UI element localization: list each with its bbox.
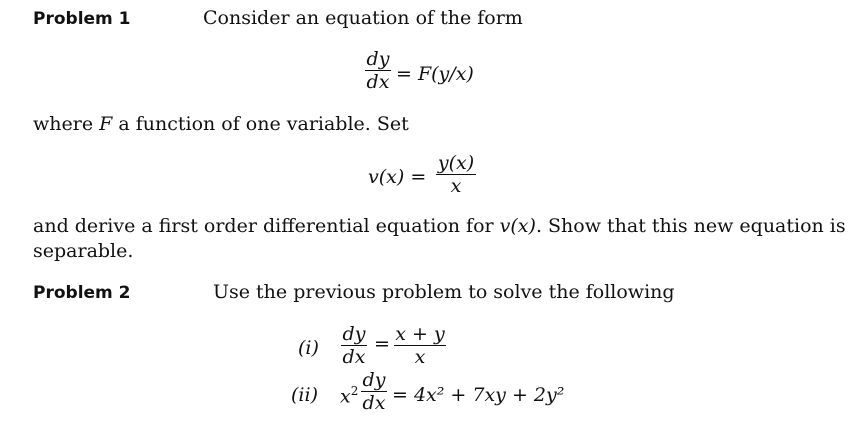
- problem-1-label: Problem 1: [33, 9, 131, 29]
- eq1-denominator: dx: [366, 71, 390, 93]
- where-post: a function of one variable. Set: [112, 113, 409, 135]
- eq2-fraction: [435, 152, 477, 197]
- item2-rhs: = 4x² + 7xy + 2y²: [392, 384, 565, 406]
- problem-1-intro: Consider an equation of the form: [203, 7, 523, 29]
- item1-rhs-fraction: [393, 323, 447, 368]
- problem-1-paragraph-line-1: [33, 215, 846, 237]
- problem-2-intro: Use the previous problem to solve the following: [213, 281, 675, 303]
- eq2-denominator: x: [450, 175, 462, 197]
- item1-rhs-numerator: x + y: [395, 323, 445, 345]
- para-text-a: and derive a first order differential equation for: [33, 215, 500, 237]
- eq1-fraction: [364, 48, 392, 93]
- item2-coefficient: [340, 384, 358, 407]
- where-var: F: [99, 113, 113, 135]
- para-text-b: . Show that this new equation is: [535, 215, 846, 237]
- item1-numerator: dy: [342, 323, 366, 345]
- problem-2-label: Problem 2: [33, 283, 131, 303]
- item2-numerator: dy: [362, 369, 386, 391]
- where-pre: where: [33, 113, 100, 135]
- item2-fraction: [360, 369, 388, 414]
- item1-rhs-denominator: x: [414, 346, 426, 368]
- item2-denominator: dx: [362, 392, 386, 414]
- eq2-lhs: v(x) =: [368, 166, 427, 188]
- item1-lhs-fraction: [340, 323, 368, 368]
- item1-denominator: dx: [342, 346, 366, 368]
- para-var: v(x): [499, 215, 536, 237]
- problem-1-where-line: [33, 113, 409, 135]
- eq1-numerator: dy: [366, 48, 390, 70]
- eq1-rhs: = F(y/x): [396, 63, 474, 85]
- eq2-numerator: y(x): [437, 152, 475, 174]
- problem-1-paragraph-line-2: separable.: [33, 240, 134, 262]
- item-1-tag: (i): [298, 337, 319, 359]
- item-2-tag: (ii): [291, 384, 318, 406]
- item2-coef-exponent: 2: [350, 384, 359, 398]
- item1-equals: =: [374, 333, 390, 355]
- item2-coef-base: x: [340, 385, 351, 408]
